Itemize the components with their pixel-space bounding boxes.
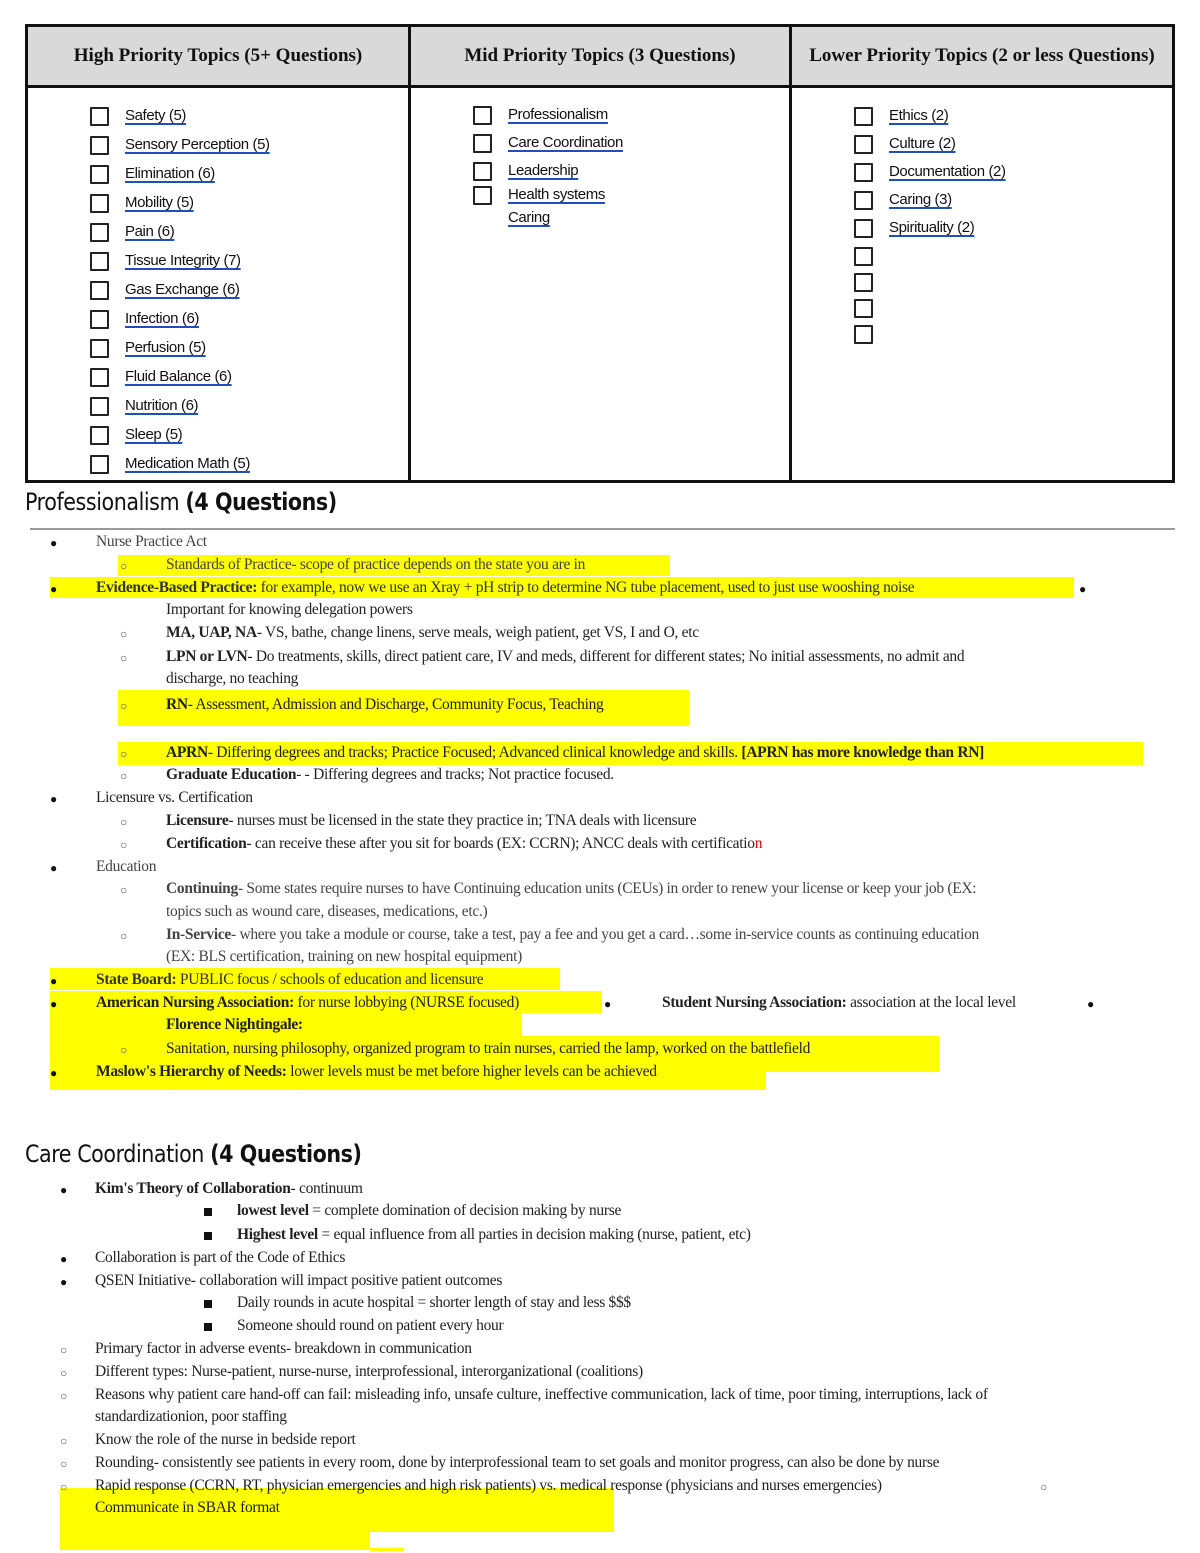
bullet-icon: ● xyxy=(50,997,58,1011)
checkbox[interactable] xyxy=(854,273,873,292)
list-item-text xyxy=(166,622,699,644)
term: lowest level xyxy=(237,1202,309,1219)
list-item xyxy=(90,426,270,455)
list-item-text xyxy=(166,694,604,716)
definition: - Assessment, Admission and Discharge, Community Focus, Teaching xyxy=(187,696,604,713)
circle-bullet-icon: ○ xyxy=(60,1457,68,1471)
circle-bullet-icon: ○ xyxy=(120,883,128,897)
term: Evidence-Based Practice: xyxy=(96,579,258,596)
section-title: Care Coordination xyxy=(25,1140,204,1168)
circle-bullet-icon: ○ xyxy=(120,1043,128,1057)
list-item xyxy=(90,107,270,136)
list-item xyxy=(854,219,1006,247)
topic-link[interactable]: Spirituality (2) xyxy=(889,219,975,236)
bullet-icon: ● xyxy=(60,1183,68,1197)
definition: PUBLIC focus / schools of education and licensure xyxy=(176,971,484,988)
topic-link[interactable]: Perfusion (5) xyxy=(125,339,206,356)
definition: - - Differing degrees and tracks; Not practice focused. xyxy=(296,766,614,783)
high-priority-header: High Priority Topics (5+ Questions) xyxy=(28,27,411,88)
list-item-text: Communicate in SBAR format xyxy=(95,1499,280,1516)
list-item-text xyxy=(662,992,1016,1014)
list-item xyxy=(90,136,270,165)
list-item xyxy=(854,107,1006,135)
list-item-text: Education xyxy=(96,858,157,875)
topic-link[interactable]: Tissue Integrity (7) xyxy=(125,252,241,269)
checkbox[interactable] xyxy=(90,426,109,445)
bullet-icon: ● xyxy=(50,974,58,988)
term: Florence Nightingale: xyxy=(166,1016,303,1033)
highlight xyxy=(370,1548,404,1551)
definition: for nurse lobbying (NURSE focused) xyxy=(293,994,519,1011)
topic-link[interactable]: Sensory Perception (5) xyxy=(125,136,270,153)
definition: - can receive these after you sit for boards (EX: CCRN); ANCC deals with certificatio xyxy=(246,835,755,852)
low-priority-header: Lower Priority Topics (2 or less Questions) xyxy=(792,27,1172,88)
circle-bullet-icon: ○ xyxy=(120,747,128,761)
topic-link[interactable]: Gas Exchange (6) xyxy=(125,281,240,298)
list-item xyxy=(90,252,270,281)
circle-bullet-icon: ○ xyxy=(120,769,128,783)
circle-bullet-icon: ○ xyxy=(120,838,128,852)
mid-priority-list xyxy=(473,106,623,232)
circle-bullet-icon: ○ xyxy=(60,1366,68,1380)
bullet-icon: ● xyxy=(50,582,58,596)
list-item-text: discharge, no teaching xyxy=(166,670,299,687)
topic-link[interactable]: Care Coordination xyxy=(508,134,623,151)
list-item-text xyxy=(166,742,984,764)
bullet-icon: ● xyxy=(604,997,612,1011)
circle-bullet-icon: ○ xyxy=(1040,1480,1048,1494)
list-item-text: Important for knowing delegation powers xyxy=(166,601,413,618)
mid-priority-cell xyxy=(411,88,792,480)
list-item-text: Reasons why patient care hand-off can fail: misleading info, unsafe culture, ineffective communication, lack of time, poor timing, interruptions, lack of xyxy=(95,1386,988,1403)
list-item xyxy=(854,135,1006,163)
checkbox[interactable] xyxy=(90,136,109,155)
checkbox[interactable] xyxy=(854,219,873,238)
bullet-icon: ● xyxy=(1079,582,1087,596)
checkbox[interactable] xyxy=(473,106,492,125)
checkbox[interactable] xyxy=(90,252,109,271)
topic-link[interactable]: Mobility (5) xyxy=(125,194,194,211)
topic-link[interactable]: Elimination (6) xyxy=(125,165,215,182)
term: Maslow's Hierarchy of Needs: xyxy=(96,1063,287,1080)
topic-link[interactable]: Leadership xyxy=(508,162,579,179)
circle-bullet-icon: ○ xyxy=(120,699,128,713)
checkbox[interactable] xyxy=(854,107,873,126)
definition: - Do treatments, skills, direct patient care, IV and meds, different for different states; No initial assessments, no admit and xyxy=(247,648,965,665)
topic-link[interactable]: Culture (2) xyxy=(889,135,956,152)
definition: for example, now we use an Xray + pH strip to determine NG tube placement, used to just use wooshing noise xyxy=(257,579,915,596)
list-item xyxy=(854,299,1006,325)
topic-link[interactable]: Ethics (2) xyxy=(889,107,949,124)
list-item xyxy=(854,163,1006,191)
checkbox[interactable] xyxy=(90,107,109,126)
term: Licensure xyxy=(166,812,229,829)
list-item xyxy=(90,397,270,426)
bullet-icon: ● xyxy=(50,536,58,550)
list-item-text xyxy=(96,1061,657,1083)
question-count: (4 Questions) xyxy=(210,1140,362,1168)
list-item xyxy=(473,162,623,186)
definition: - Differing degrees and tracks; Practice Focused; Advanced clinical knowledge and skills. xyxy=(207,744,742,761)
checkbox[interactable] xyxy=(90,281,109,300)
term: Kim's Theory of Collaboration xyxy=(95,1180,291,1197)
list-item xyxy=(90,455,270,484)
list-item-text: Nurse Practice Act xyxy=(96,533,207,550)
low-priority-list xyxy=(854,107,1006,351)
checkbox[interactable] xyxy=(90,455,109,474)
list-item xyxy=(473,106,623,134)
list-item xyxy=(90,194,270,223)
checkbox[interactable] xyxy=(473,134,492,153)
term: Highest level xyxy=(237,1226,318,1243)
definition: = complete domination of decision making by nurse xyxy=(308,1202,622,1219)
list-item xyxy=(473,209,623,232)
checkbox[interactable] xyxy=(90,223,109,242)
list-item-text: (EX: BLS certification, training on new hospital equipment) xyxy=(166,948,522,965)
bullet-icon: ● xyxy=(60,1275,68,1289)
term: APRN xyxy=(166,744,208,761)
term: RN xyxy=(166,696,188,713)
circle-bullet-icon: ○ xyxy=(120,559,128,573)
list-item-text xyxy=(237,1224,751,1246)
list-item-text xyxy=(96,992,519,1014)
list-item-text xyxy=(95,1178,363,1200)
definition: - Some states require nurses to have Continuing education units (CEUs) in order to renew your license or keep your job (EX: xyxy=(237,880,977,897)
topic-link[interactable]: Infection (6) xyxy=(125,310,200,327)
definition: = equal influence from all parties in decision making (nurse, patient, etc) xyxy=(317,1226,751,1243)
list-item-text xyxy=(166,878,976,900)
circle-bullet-icon: ○ xyxy=(120,651,128,665)
term: Certification xyxy=(166,835,247,852)
list-item-text: Different types: Nurse-patient, nurse-nurse, interprofessional, interorganizational (coalitions) xyxy=(95,1363,643,1380)
list-item-text: Rapid response (CCRN, RT, physician emergencies and high risk patients) vs. medical response (physicians and nurses emergencies) xyxy=(95,1477,882,1494)
list-item-text xyxy=(96,969,483,991)
circle-bullet-icon: ○ xyxy=(120,627,128,641)
section-divider xyxy=(30,528,1175,530)
topic-link[interactable]: Pain (6) xyxy=(125,223,175,240)
term: LPN or LVN xyxy=(166,648,248,665)
checkbox[interactable] xyxy=(473,162,492,181)
checkbox[interactable] xyxy=(854,135,873,154)
checkbox[interactable] xyxy=(90,368,109,387)
list-item xyxy=(90,223,270,252)
list-item-text: Sanitation, nursing philosophy, organized program to train nurses, carried the lamp, worked on the battlefield xyxy=(166,1040,811,1057)
priority-table xyxy=(25,24,1175,483)
list-item xyxy=(90,310,270,339)
list-item-text: Licensure vs. Certification xyxy=(96,789,253,806)
list-item-text xyxy=(96,577,914,599)
definition: - where you take a module or course, take a test, pay a fee and you get a card…some in-service counts as continuing education xyxy=(231,926,979,943)
square-bullet-icon xyxy=(204,1208,212,1216)
bullet-icon: ● xyxy=(50,792,58,806)
topic-link[interactable]: Caring (3) xyxy=(889,191,952,208)
checkbox[interactable] xyxy=(854,163,873,182)
list-item xyxy=(90,368,270,397)
list-item xyxy=(854,247,1006,273)
list-item xyxy=(854,325,1006,351)
mid-priority-header: Mid Priority Topics (3 Questions) xyxy=(411,27,792,88)
definition: - nurses must be licensed in the state they practice in; TNA deals with licensure xyxy=(228,812,697,829)
checkbox[interactable] xyxy=(90,194,109,213)
list-item-text: standardizationion, poor staffing xyxy=(95,1408,287,1425)
topic-link[interactable]: Medication Math (5) xyxy=(125,455,250,472)
bullet-icon: ● xyxy=(1087,997,1095,1011)
list-item-text: Someone should round on patient every hour xyxy=(237,1317,504,1334)
topic-link[interactable]: Safety (5) xyxy=(125,107,187,124)
checkbox[interactable] xyxy=(90,339,109,358)
circle-bullet-icon: ○ xyxy=(60,1389,68,1403)
bullet-icon: ● xyxy=(60,1252,68,1266)
list-item xyxy=(854,191,1006,219)
circle-bullet-icon: ○ xyxy=(60,1434,68,1448)
term: American Nursing Association: xyxy=(96,994,294,1011)
list-item xyxy=(90,165,270,194)
list-item-text: QSEN Initiative- collaboration will impact positive patient outcomes xyxy=(95,1272,503,1289)
list-item-text xyxy=(237,1200,621,1222)
definition: lower levels must be met before higher levels can be achieved xyxy=(286,1063,657,1080)
low-priority-cell xyxy=(792,88,1172,480)
topic-link[interactable]: Professionalism xyxy=(508,106,608,123)
square-bullet-icon xyxy=(204,1300,212,1308)
emphasis: [APRN has more knowledge than RN] xyxy=(741,744,984,761)
square-bullet-icon xyxy=(204,1232,212,1240)
care-coordination-heading xyxy=(25,1140,362,1168)
term: Student Nursing Association: xyxy=(662,994,847,1011)
term: Continuing xyxy=(166,880,238,897)
list-item-text xyxy=(166,924,979,946)
list-item-text xyxy=(166,810,696,832)
professionalism-heading xyxy=(25,488,337,516)
highlight xyxy=(60,1530,370,1550)
definition: association at the local level xyxy=(846,994,1016,1011)
checkbox[interactable] xyxy=(854,325,873,344)
list-item xyxy=(90,339,270,368)
list-item-text xyxy=(166,764,614,786)
checkbox[interactable] xyxy=(854,247,873,266)
term: MA, UAP, NA xyxy=(166,624,257,641)
checkbox[interactable] xyxy=(854,299,873,318)
topic-link[interactable]: Caring xyxy=(508,209,550,226)
topic-link[interactable]: Nutrition (6) xyxy=(125,397,199,414)
question-count: (4 Questions) xyxy=(185,488,337,516)
checkbox[interactable] xyxy=(90,165,109,184)
list-item-text xyxy=(166,833,762,855)
checkbox[interactable] xyxy=(473,186,492,205)
checkbox[interactable] xyxy=(90,310,109,329)
topic-link[interactable]: Health systems xyxy=(508,186,605,203)
list-item-text: Rounding- consistently see patients in every room, done by interprofessional team to set goals and monitor progress, can also be done by nurse xyxy=(95,1454,940,1471)
bullet-icon: ● xyxy=(50,1066,58,1080)
list-item-text: topics such as wound care, diseases, medications, etc.) xyxy=(166,903,488,920)
list-item-text xyxy=(166,646,964,668)
list-item-text: Primary factor in adverse events- breakdown in communication xyxy=(95,1340,472,1357)
list-item-text: Know the role of the nurse in bedside report xyxy=(95,1431,356,1448)
list-item-text xyxy=(166,1014,303,1036)
topic-link[interactable]: Fluid Balance (6) xyxy=(125,368,232,385)
high-priority-list xyxy=(90,107,270,484)
term: State Board: xyxy=(96,971,177,988)
circle-bullet-icon: ○ xyxy=(60,1480,68,1494)
list-item-text: Collaboration is part of the Code of Ethics xyxy=(95,1249,346,1266)
list-item xyxy=(90,281,270,310)
circle-bullet-icon: ○ xyxy=(120,815,128,829)
term: Graduate Education xyxy=(166,766,297,783)
definition: - VS, bathe, change linens, serve meals, weigh patient, get VS, I and O, etc xyxy=(256,624,699,641)
section-title: Professionalism xyxy=(25,488,180,516)
definition: - continuum xyxy=(290,1180,363,1197)
circle-bullet-icon: ○ xyxy=(120,929,128,943)
list-item-text: Standards of Practice- scope of practice depends on the state you are in xyxy=(166,556,586,573)
list-item xyxy=(473,186,623,209)
term: In-Service xyxy=(166,926,232,943)
topic-link[interactable]: Sleep (5) xyxy=(125,426,183,443)
checkbox[interactable] xyxy=(854,191,873,210)
square-bullet-icon xyxy=(204,1323,212,1331)
list-item xyxy=(473,134,623,162)
bullet-icon: ● xyxy=(50,861,58,875)
list-item-text: Daily rounds in acute hospital = shorter length of stay and less $$$ xyxy=(237,1294,631,1311)
high-priority-cell xyxy=(28,88,411,480)
red-letter: n xyxy=(754,835,763,852)
checkbox[interactable] xyxy=(90,397,109,416)
circle-bullet-icon: ○ xyxy=(60,1343,68,1357)
topic-link[interactable]: Documentation (2) xyxy=(889,163,1006,180)
list-item xyxy=(854,273,1006,299)
